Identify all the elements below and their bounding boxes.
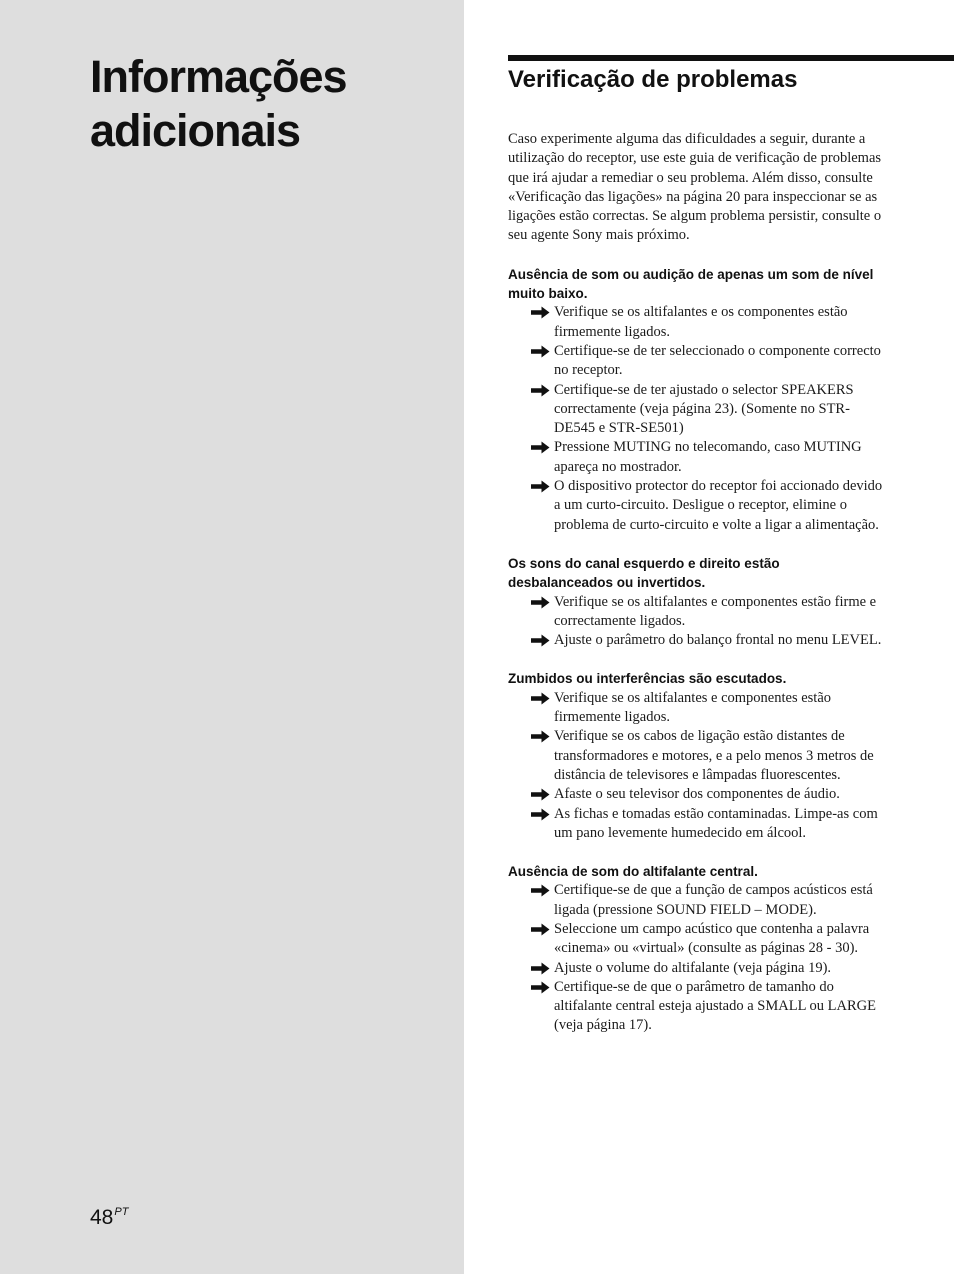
right-arrow-icon [531, 342, 551, 361]
right-arrow-icon [531, 303, 551, 322]
solution-item [508, 689, 884, 728]
solution-list [508, 881, 884, 1035]
right-arrow-icon [531, 631, 551, 650]
problem-item [508, 669, 884, 843]
solution-text: Ajuste o parâmetro do balanço frontal no menu LEVEL. [554, 632, 882, 649]
solution-text: Verifique se os altifalantes e os componentes estão firmemente ligados. [554, 304, 848, 340]
solution-list [508, 593, 884, 651]
solution-item [508, 631, 884, 650]
solution-text: Verifique se os altifalantes e componentes estão firmemente ligados. [554, 689, 832, 726]
solution-text: Certifique-se de que o parâmetro de tamanho do altifalante central esteja ajustado a SMALL ou LARGE (veja página 17). [554, 978, 876, 1034]
solution-text: Certifique-se de que a função de campos acústicos está ligada (pressione SOUND FIELD – MODE). [554, 882, 873, 918]
solution-text: Certifique-se de ter ajustado o selector SPEAKERS correctamente (veja página 23). (Somente no STR-DE545 e STR-SE501) [554, 381, 854, 437]
solution-text: Ajuste o volume do altifalante (veja página 19). [554, 959, 832, 976]
right-arrow-icon [531, 381, 551, 400]
solution-item [508, 785, 884, 804]
right-arrow-icon [531, 881, 551, 900]
sidebar-panel [0, 0, 464, 1274]
problem-list [508, 265, 884, 1036]
problem-title: Ausência de som ou audição de apenas um som de nível muito baixo. [508, 266, 874, 302]
solution-item [508, 978, 884, 1036]
right-arrow-icon [531, 477, 551, 496]
problem-item [508, 862, 884, 1036]
solution-item [508, 593, 884, 632]
solution-item [508, 805, 884, 844]
problem-item [508, 265, 884, 535]
solution-item [508, 920, 884, 959]
solution-item [508, 303, 884, 342]
main-content [508, 64, 884, 1036]
page-number [90, 1206, 128, 1230]
solution-text: As fichas e tomadas estão contaminadas. Limpe-as com um pano levemente humedecido em álcool. [554, 805, 878, 841]
solution-item [508, 881, 884, 920]
solution-text: O dispositivo protector do receptor foi accionado devido a um curto-circuito. Desligue o receptor, elimine o problema de curto-circuito e volte a ligar a alimentação. [554, 478, 883, 533]
solution-item [508, 727, 884, 785]
solution-list [508, 303, 884, 535]
page-number-suffix: PT [114, 1206, 129, 1218]
solution-text: Afaste o seu televisor dos componentes de áudio. [554, 786, 840, 803]
problem-title: Os sons do canal esquerdo e direito estão desbalanceados ou invertidos. [508, 555, 780, 591]
right-arrow-icon [531, 959, 551, 978]
section-rule [508, 55, 954, 61]
solution-list [508, 689, 884, 843]
solution-text: Certifique-se de ter seleccionado o componente correcto no receptor. [554, 342, 881, 379]
solution-item [508, 381, 884, 439]
right-arrow-icon [531, 727, 551, 746]
right-arrow-icon [531, 805, 551, 824]
section-title: Verificação de problemas [508, 66, 798, 93]
solution-item [508, 477, 884, 535]
problem-title: Ausência de som do altifalante central. [508, 864, 758, 880]
right-arrow-icon [531, 978, 551, 997]
right-arrow-icon [531, 920, 551, 939]
right-arrow-icon [531, 689, 551, 708]
problem-title: Zumbidos ou interferências são escutados. [508, 671, 787, 687]
solution-text: Pressione MUTING no telecomando, caso MUTING apareça no mostrador. [554, 439, 862, 475]
solution-text: Verifique se os cabos de ligação estão distantes de transformadores e motores, e a pelo menos 3 metros de distância de televisores e lâmpadas fluorescentes. [554, 728, 874, 783]
solution-text: Seleccione um campo acústico que contenha a palavra «cinema» ou «virtual» (consulte as páginas 28 - 30). [554, 920, 870, 957]
page-number-value: 48 [90, 1206, 114, 1229]
chapter-title: Informações adicionais [90, 51, 347, 156]
right-arrow-icon [531, 438, 551, 457]
right-arrow-icon [531, 593, 551, 612]
right-arrow-icon [531, 785, 551, 804]
solution-item [508, 342, 884, 381]
solution-item [508, 438, 884, 477]
solution-item [508, 959, 884, 978]
intro-paragraph: Caso experimente alguma das dificuldades a seguir, durante a utilização do receptor, use este guia de verificação de problemas que irá ajudar a remediar o seu problema. Além disso, consulte «Verificação das ligações» na página 20 para inspeccionar se as ligações estão correctas. Se algum problema persistir, consulte o seu agente Sony mais próximo. [508, 131, 882, 244]
problem-item [508, 554, 884, 650]
solution-text: Verifique se os altifalantes e componentes estão firme e correctamente ligados. [554, 593, 877, 629]
